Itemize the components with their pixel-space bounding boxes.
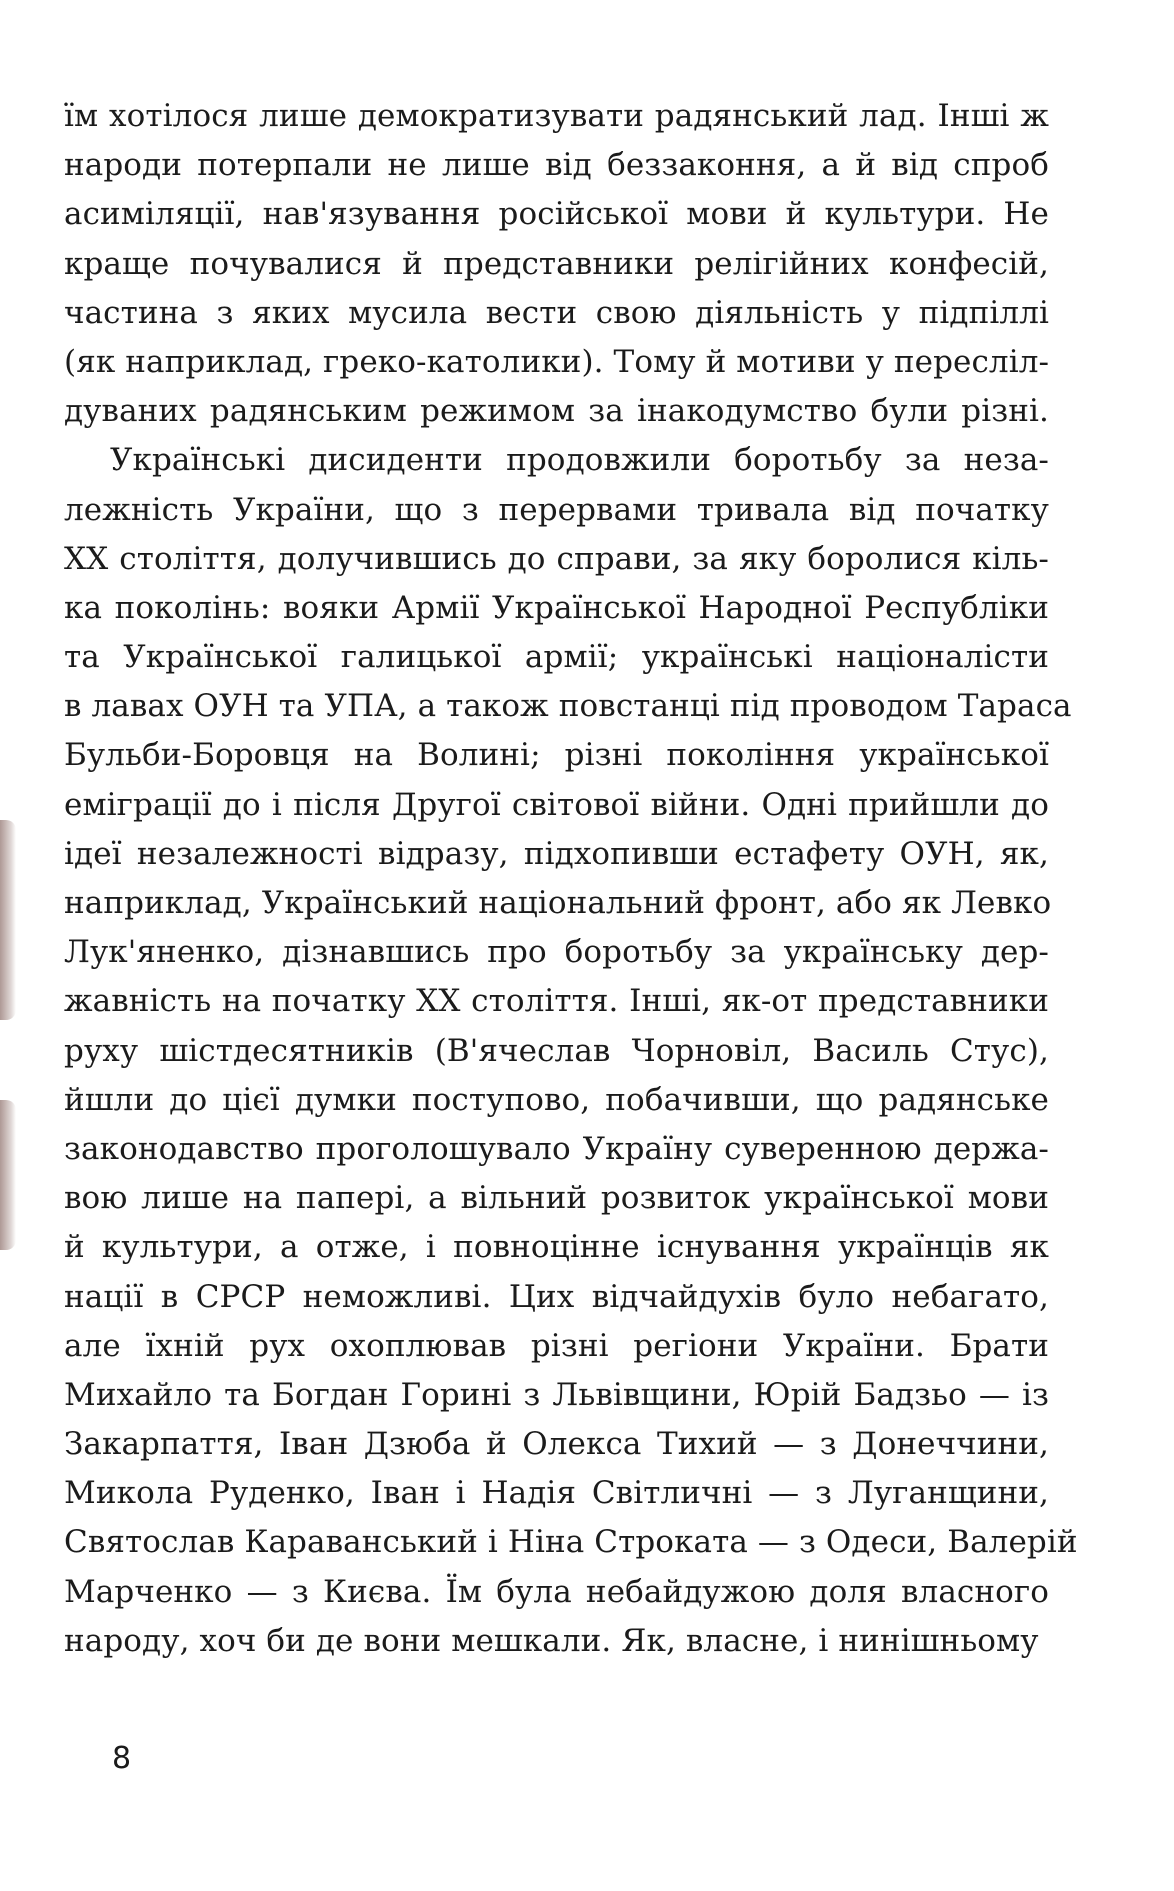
text-line: в лавах ОУН та УПА, а також повстанці під проводом Тараса (64, 688, 1072, 725)
paragraph-2 (64, 436, 1078, 1666)
binding-shadow-top (0, 820, 16, 1020)
text-line: нації в СРСР неможливі. Цих відчайдухів було небагато, (64, 1278, 1049, 1315)
text-line: асиміляції, нав'язування російської мови й культури. Не (64, 196, 1049, 233)
text-line: та Української галицької армії; українські націоналісти (64, 639, 1049, 676)
page-number: 8 (112, 1741, 132, 1776)
text-line: Бульби-Боровця на Волині; різні покоління української (64, 737, 1049, 774)
binding-shadow-bottom (0, 1100, 16, 1250)
text-line: руху шістдесятників (В'ячеслав Чорновіл, Василь Стус), (64, 1032, 1049, 1069)
text-line: лежність України, що з перервами тривала від початку (64, 491, 1049, 528)
text-line: але їхній рух охоплював різні регіони України. Брати (64, 1327, 1049, 1364)
text-line: частина з яких мусила вести свою діяльність у підпіллі (64, 294, 1049, 331)
text-line: Марченко — з Києва. Їм була небайдужою доля власного (64, 1573, 1049, 1610)
text-line: жавність на початку XX століття. Інші, як-от представники (64, 983, 1049, 1020)
text-line: наприклад, Український національний фронт, або як Левко (64, 885, 1052, 921)
text-line: еміграції до і після Другої світової війни. Одні прийшли до (64, 786, 1049, 823)
text-line: (як наприклад, греко-католики). Тому й мотиви у пересліл- (64, 343, 1050, 380)
text-line: Микола Руденко, Іван і Надія Світличні — з Луганщини, (64, 1475, 1049, 1512)
text-line: ка поколінь: вояки Армії Української Народної Республіки (64, 589, 1049, 626)
text-line: й культури, а отже, і повноцінне існування українців як (64, 1229, 1049, 1266)
text-line: Михайло та Богдан Горині з Львівщини, Юрій Бадзьо — із (64, 1376, 1049, 1413)
text-line: йшли до цієї думки поступово, побачивши, що радянське (64, 1081, 1049, 1118)
text-line: законодавство проголошувало Україну суверенною держа- (64, 1130, 1049, 1167)
text-line: Лук'яненко, дізнавшись про боротьбу за українську дер- (64, 934, 1049, 971)
text-line-last: народу, хоч би де вони мешкали. Як, власне, і нинішньому (64, 1622, 1039, 1659)
text-line: їм хотілося лише демократизувати радянський лад. Інші ж (64, 98, 1049, 134)
text-line: краще почувалися й представники релігійних конфесій, (64, 245, 1049, 282)
text-line: XX століття, долучившись до справи, за яку боролися кіль- (64, 540, 1049, 577)
text-line: дуваних радянським режимом за інакодумство були різні. (64, 393, 1049, 430)
text-line: вою лише на папері, а вільний розвиток української мови (64, 1180, 1049, 1217)
body-text (64, 92, 1078, 1666)
text-line: Святослав Караванський і Ніна Строката — з Одеси, Валерій (64, 1524, 1078, 1561)
text-line: ідеї незалежності відразу, підхопивши естафету ОУН, як, (64, 835, 1049, 872)
text-line: Українські дисиденти продовжили боротьбу за неза- (110, 442, 1049, 479)
text-line: народи потерпали не лише від беззаконня, а й від спроб (64, 147, 1049, 184)
text-line: Закарпаття, Іван Дзюба й Олекса Тихий — з Донеччини, (64, 1426, 1049, 1463)
paragraph-1 (64, 92, 1049, 436)
